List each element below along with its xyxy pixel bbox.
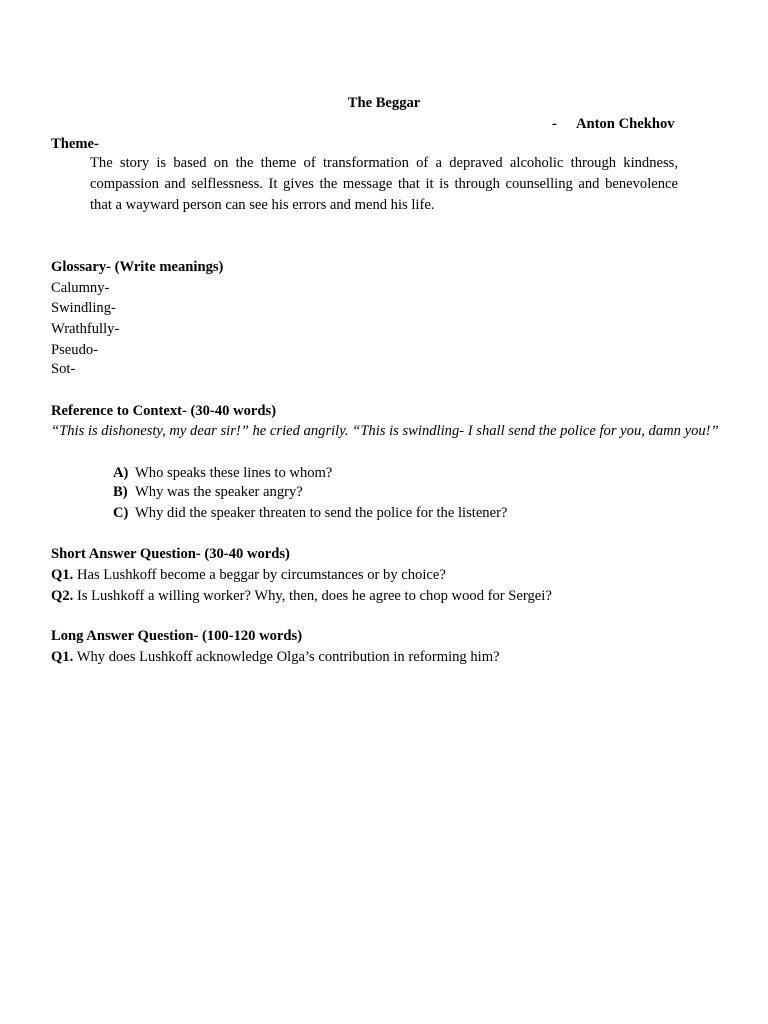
theme-heading: Theme- xyxy=(51,136,99,152)
saq-question-text: Has Lushkoff become a beggar by circumstances or by choice? xyxy=(76,567,446,583)
rtc-question-text: Why did the speaker threaten to send the police for the listener? xyxy=(135,505,508,521)
rtc-question-text: Who speaks these lines to whom? xyxy=(135,465,333,481)
rtc-question-letter: A) xyxy=(113,465,129,481)
laq-heading: Long Answer Question- (100-120 words) xyxy=(51,628,303,644)
author-name: Anton Chekhov xyxy=(576,116,675,132)
rtc-question xyxy=(113,463,332,483)
author-line xyxy=(552,114,675,134)
saq-question-number: Q1. xyxy=(51,567,74,583)
laq-question xyxy=(51,647,500,667)
glossary-term: Calumny- xyxy=(51,280,110,296)
glossary-term: Swindling- xyxy=(51,300,116,316)
rtc-question xyxy=(113,503,507,523)
rtc-question-letter: C) xyxy=(113,505,129,521)
saq-question xyxy=(51,565,446,585)
saq-question-number: Q2. xyxy=(51,588,74,604)
laq-question-number: Q1. xyxy=(51,649,74,665)
rtc-heading: Reference to Context- (30-40 words) xyxy=(51,403,277,419)
rtc-question-text: Why was the speaker angry? xyxy=(135,484,303,500)
laq-question-text: Why does Lushkoff acknowledge Olga’s contribution in reforming him? xyxy=(76,649,500,665)
saq-question-text: Is Lushkoff a willing worker? Why, then, does he agree to chop wood for Sergei? xyxy=(76,588,552,604)
glossary-term: Sot- xyxy=(51,361,76,377)
rtc-quote: “This is dishonesty, my dear sir!” he cried angrily. “This is swindling- I shall send the police for you, damn you!” xyxy=(51,423,719,439)
document-title: The Beggar xyxy=(347,95,421,111)
rtc-question xyxy=(113,482,303,502)
theme-paragraph: The story is based on the theme of transformation of a depraved alcoholic through kindness, compassion and selflessness. It gives the message that it is through counselling and benevolence that a wayward person can see his errors and mend his life. xyxy=(90,155,678,213)
saq-heading: Short Answer Question- (30-40 words) xyxy=(51,546,290,562)
author-dash: - xyxy=(552,116,557,132)
rtc-question-letter: B) xyxy=(113,484,128,500)
glossary-heading: Glossary- (Write meanings) xyxy=(51,259,224,275)
saq-question xyxy=(51,586,552,606)
glossary-term: Pseudo- xyxy=(51,342,99,358)
glossary-term: Wrathfully- xyxy=(51,321,120,337)
